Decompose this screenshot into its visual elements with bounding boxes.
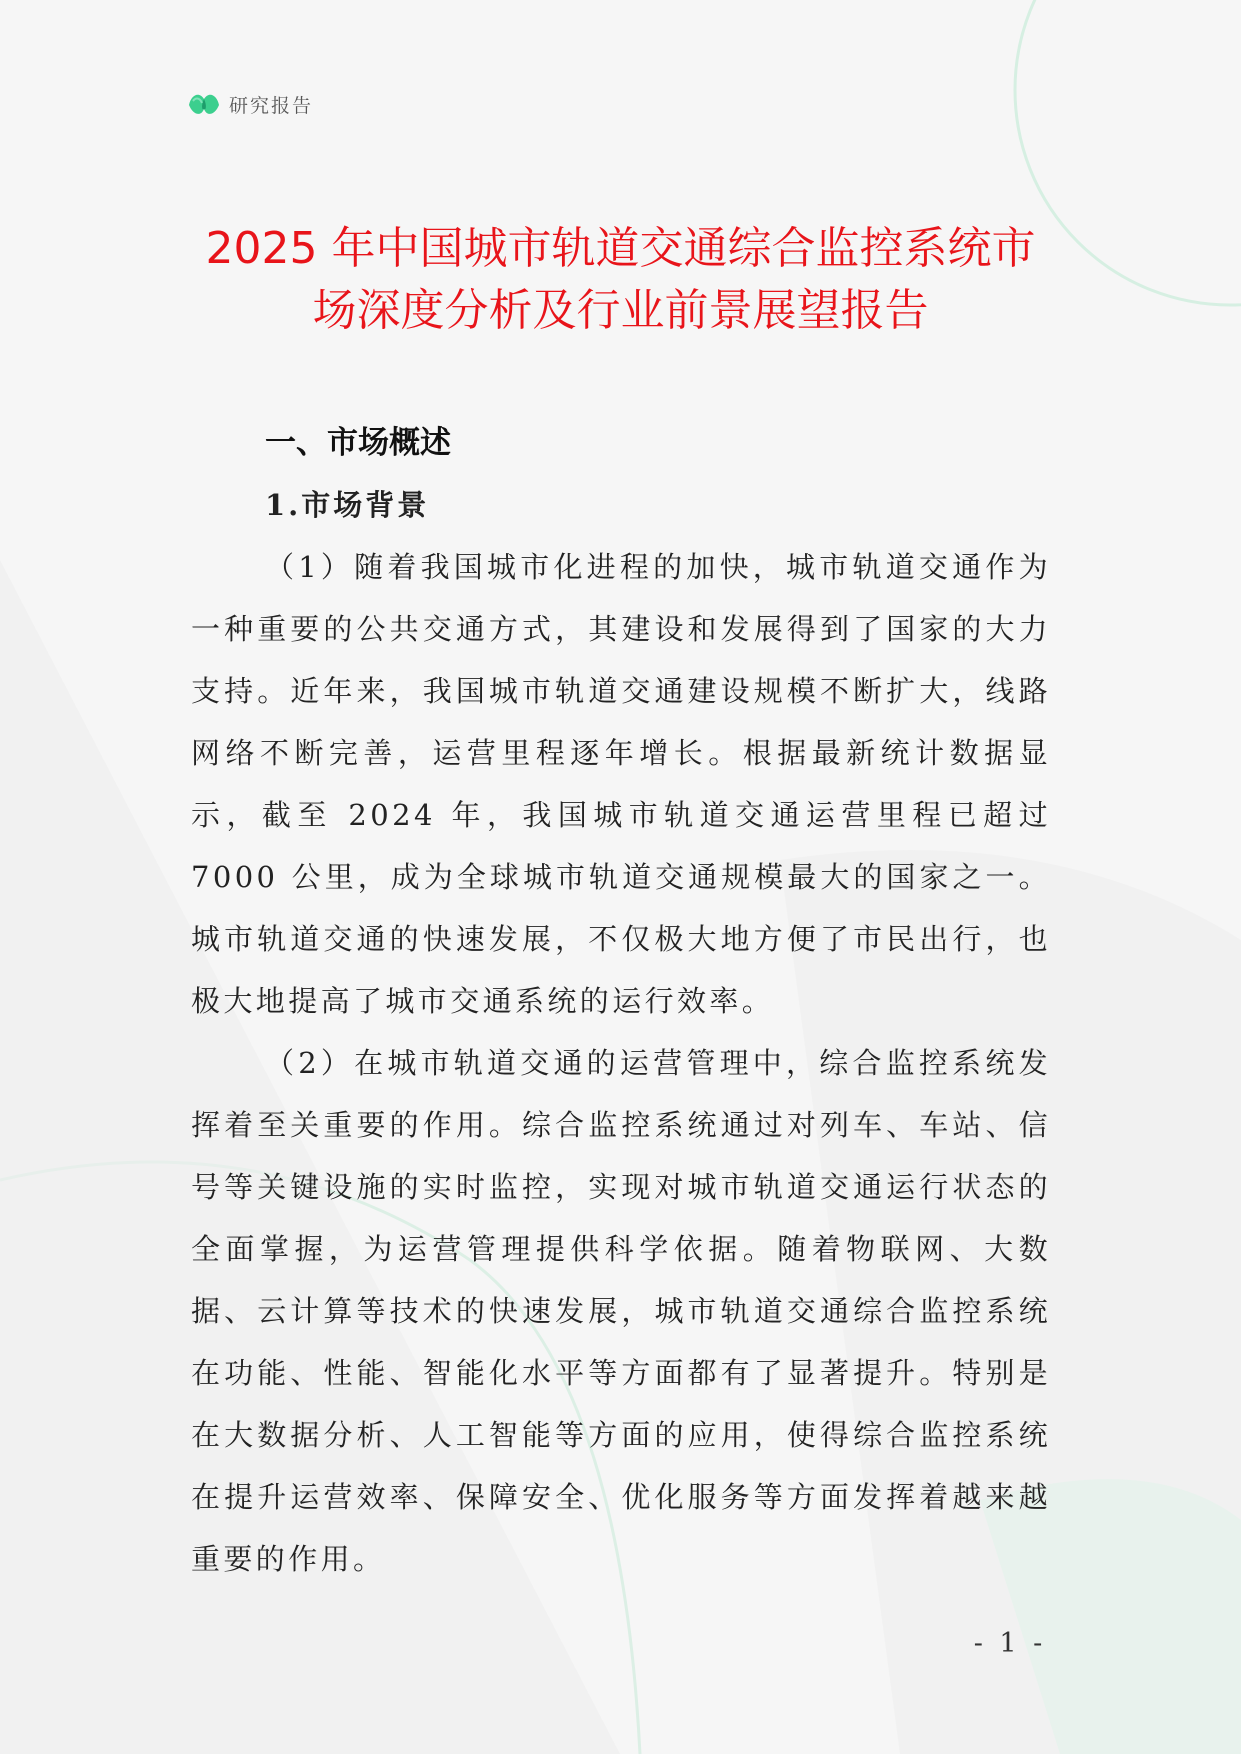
paragraph-1: （1）随着我国城市化进程的加快，城市轨道交通作为一种重要的公共交通方式，其建设和发展得到了国家的大力支持。近年来，我国城市轨道交通建设规模不断扩大，线路网络不断完善，运营里程逐年增长。根据最新统计数据显示，截至 2024 年，我国城市轨道交通运营里程已超过 7000 公里，成为全球城市轨道交通规模最大的国家之一。城市轨道交通的快速发展，不仅极大地方便了市民出行，也极大地提高了城市交通系统的运行效率。	[191, 550, 1051, 1018]
leaf-logo-icon	[187, 89, 221, 119]
title-line-1: 2025 年中国城市轨道交通综合监控系统市	[205, 223, 1036, 274]
section-heading: 一、市场概述	[265, 425, 451, 461]
subsection-heading: 1.市场背景	[265, 488, 430, 522]
page-number: - 1 -	[973, 1628, 1047, 1659]
report-title	[150, 218, 1091, 342]
title-line-2: 场深度分析及行业前景展望报告	[312, 285, 929, 336]
header-label: 研究报告	[229, 94, 314, 117]
report-body	[191, 418, 1051, 1590]
report-header	[187, 86, 313, 122]
paragraph-2: （2）在城市轨道交通的运营管理中，综合监控系统发挥着至关重要的作用。综合监控系统通过对列车、车站、信号等关键设施的实时监控，实现对城市轨道交通运行状态的全面掌握，为运营管理提供科学依据。随着物联网、大数据、云计算等技术的快速发展，城市轨道交通综合监控系统在功能、性能、智能化水平等方面都有了显著提升。特别是在大数据分析、人工智能等方面的应用，使得综合监控系统在提升运营效率、保障安全、优化服务等方面发挥着越来越重要的作用。	[191, 1046, 1051, 1576]
